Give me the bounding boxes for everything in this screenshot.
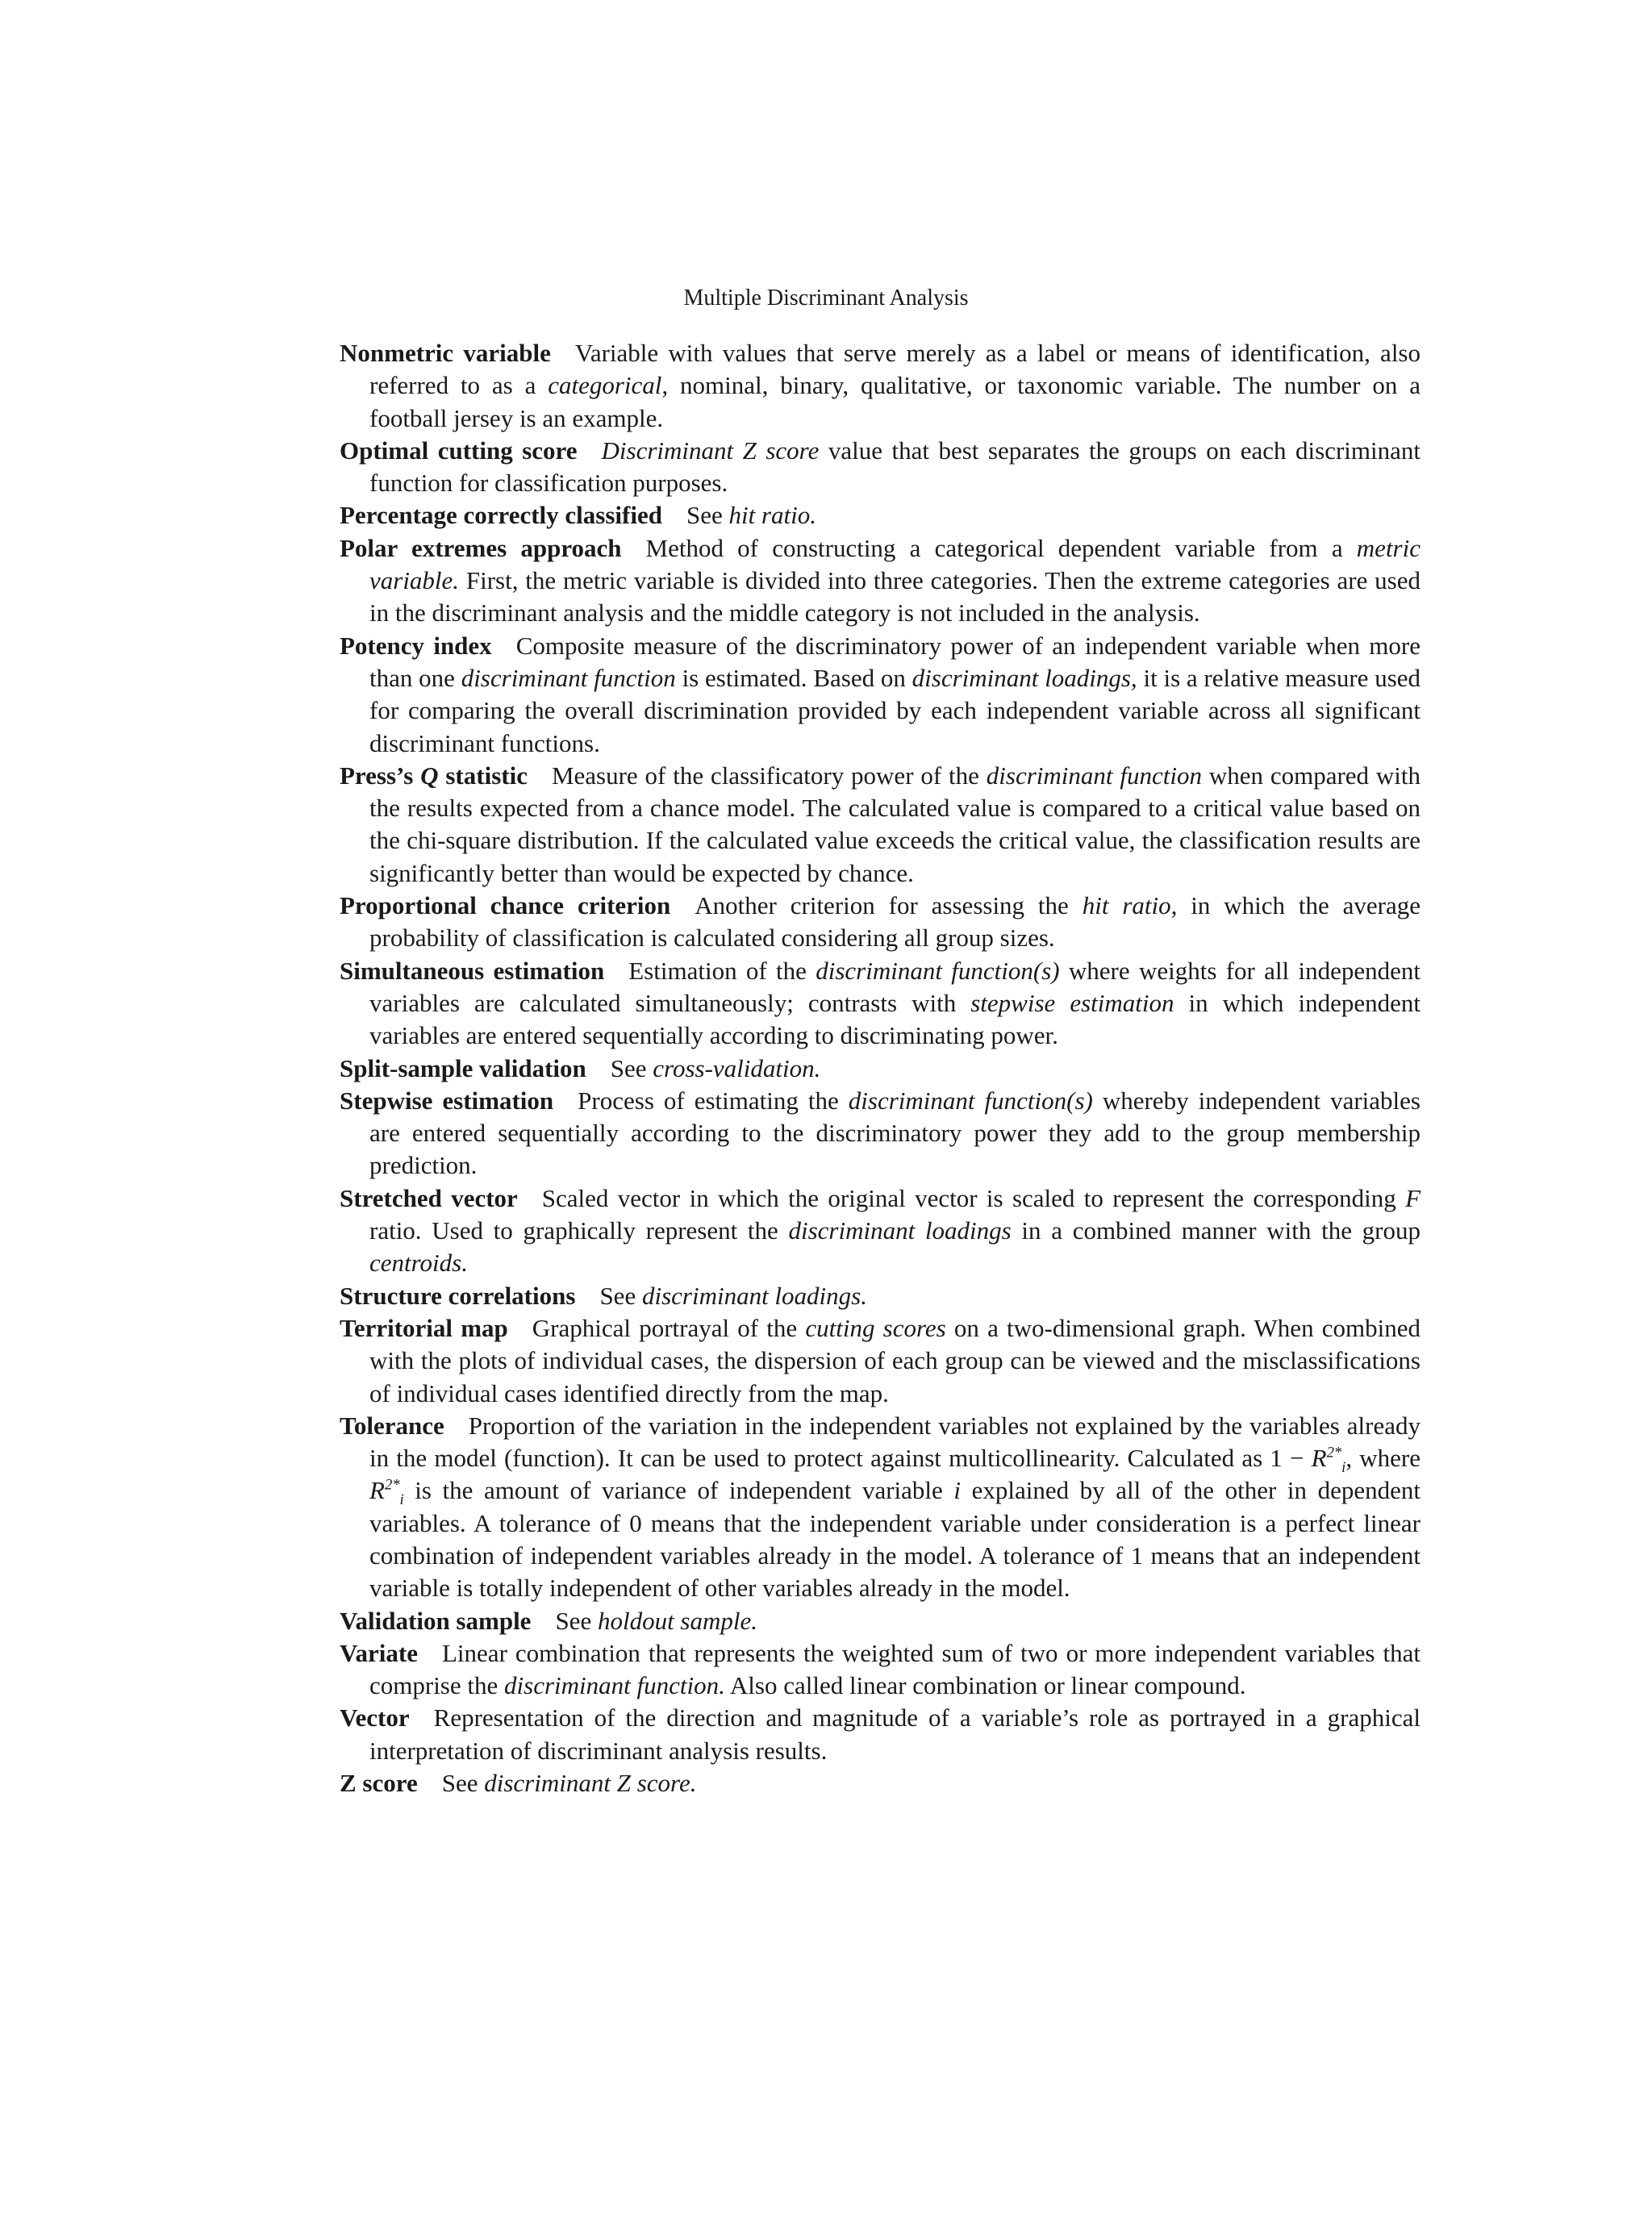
cross-reference: cutting scores <box>805 1313 946 1342</box>
glossary-entry-z-score <box>340 1767 1420 1799</box>
glossary-entry-validation-sample <box>340 1605 1420 1637</box>
glossary-entry-nonmetric-variable <box>340 337 1420 435</box>
definition-text: it is a relative measure used for comparing the overall discrimination provided by each independent variable across all significant discriminant functions. <box>369 663 1421 757</box>
glossary-entry-press-q-statistic <box>340 760 1420 890</box>
glossary-term: Nonmetric variable <box>340 339 551 367</box>
glossary-entry-structure-correlations <box>340 1280 1420 1312</box>
glossary-term: Press’s Q statistic <box>340 761 528 790</box>
cross-reference: stepwise estimation <box>970 988 1174 1017</box>
cross-reference: discriminant function. <box>504 1671 725 1700</box>
glossary-entry-stretched-vector <box>340 1182 1420 1280</box>
definition-text: Estimation of the <box>628 956 816 985</box>
cross-reference: discriminant loadings, <box>912 663 1137 692</box>
definition-text: value that best separates the groups on each discriminant function for classification purposes. <box>369 436 1420 498</box>
definition-text: See <box>610 1053 653 1082</box>
glossary-entry-split-sample-validation <box>340 1053 1420 1085</box>
glossary-entry-simultaneous-estimation <box>340 955 1420 1053</box>
definition-text: Graphical portrayal of the <box>532 1313 806 1342</box>
glossary-term: Proportional chance criterion <box>340 891 671 920</box>
running-head: Multiple Discriminant Analysis <box>683 286 969 311</box>
glossary-term: Stretched vector <box>340 1183 518 1212</box>
definition-text: Also called linear combination or linear compound. <box>724 1671 1246 1700</box>
cross-reference: categorical, <box>548 371 669 400</box>
cross-reference: discriminant Z score. <box>484 1769 697 1798</box>
cross-reference: metric variable. <box>369 533 1420 595</box>
cross-reference: discriminant loadings. <box>641 1281 867 1310</box>
definition-text: on a two-dimensional graph. When combined with the plots of individual cases, the dispersion of each group can be viewed and the misclassifications of individual cases identified directly from the map. <box>369 1313 1421 1407</box>
formula-r-squared: $R^{2*}_i$ <box>369 1476 404 1509</box>
glossary-term: Variate <box>340 1638 418 1667</box>
glossary-term: Structure correlations <box>340 1281 576 1310</box>
glossary-term: Tolerance <box>340 1411 444 1440</box>
cross-reference: discriminant function(s) <box>848 1086 1093 1115</box>
definition-text: explained by all of the other in dependent variables. A tolerance of 0 means that the independent variable under consideration is a perfect linear combination of independent variables already in the model. A tolerance of 1 means that an independent variable is totally independent of other variables already in the model. <box>369 1476 1420 1603</box>
glossary-entry-proportional-chance-criterion <box>340 890 1420 955</box>
glossary-term: Polar extremes approach <box>340 533 622 562</box>
definition-text: Composite measure of the discriminatory power of an independent variable when more than one <box>369 631 1420 692</box>
glossary-term: Vector <box>340 1703 410 1733</box>
cross-reference: centroids. <box>369 1249 468 1278</box>
cross-reference: hit ratio. <box>728 501 816 530</box>
glossary-term: Validation sample <box>340 1606 532 1635</box>
definition-text: See <box>599 1281 642 1310</box>
definition-text: First, the metric variable is divided into three categories. Then the extreme categories are used in the discriminant analysis and the middle category is not included in the analysis. <box>369 566 1420 628</box>
glossary-term: Split-sample validation <box>340 1053 586 1082</box>
definition-text: Measure of the classificatory power of the <box>551 761 987 790</box>
glossary-entry-optimal-cutting-score <box>340 435 1420 500</box>
glossary-entry-tolerance <box>340 1410 1420 1605</box>
definition-text: when compared with the results expected from a chance model. The calculated value is compared to a critical value based on the chi-square distribution. If the calculated value exceeds the critical value, the classification results are significantly better than would be expected by chance. <box>369 761 1420 887</box>
formula-r-squared: $R^{2*}_i$ <box>1311 1444 1346 1477</box>
definition-text: nominal, binary, qualitative, or taxonomic variable. The number on a football jersey is an example. <box>369 371 1420 432</box>
glossary-term: Percentage correctly classified <box>340 501 662 530</box>
definition-text: Linear combination that represents the weighted sum of two or more independent variables that comprise the <box>369 1638 1420 1700</box>
cross-reference: discriminant function <box>986 761 1202 790</box>
glossary-entry-polar-extremes-approach <box>340 532 1420 630</box>
glossary-entry-potency-index <box>340 630 1420 760</box>
definition-text: ratio. Used to graphically represent the <box>369 1216 789 1245</box>
glossary-entry-percentage-correctly-classified <box>340 499 1420 532</box>
cross-reference: cross-validation. <box>653 1053 821 1082</box>
definition-text: whereby independent variables are entered sequentially according to the discriminatory power they add to the group membership prediction. <box>369 1086 1420 1180</box>
glossary-term: Simultaneous estimation <box>340 956 605 985</box>
glossary-entry-territorial-map <box>340 1312 1420 1410</box>
glossary-list <box>340 337 1420 1799</box>
cross-reference: Discriminant Z score <box>601 436 820 465</box>
glossary-term: Territorial map <box>340 1313 508 1342</box>
definition-text: in which independent variables are entered sequentially according to discriminating power. <box>369 988 1420 1050</box>
definition-text: See <box>686 501 729 530</box>
definition-text: is estimated. Based on <box>675 663 912 692</box>
cross-reference: discriminant function(s) <box>816 956 1060 985</box>
variable-i: i <box>953 1476 961 1505</box>
glossary-term: Optimal cutting score <box>340 436 578 465</box>
definition-text: is the amount of variance of independent variable <box>403 1476 954 1505</box>
definition-text: in which the average probability of classification is calculated considering all group sizes. <box>369 891 1421 953</box>
cross-reference: discriminant loadings <box>788 1216 1012 1245</box>
glossary-term: Stepwise estimation <box>340 1086 554 1115</box>
cross-reference: hit ratio, <box>1082 891 1178 920</box>
definition-text: Proportion of the variation in the independent variables not explained by the variables already in the model (function). It can be used to protect against multicollinearity. Calculated as 1 − <box>369 1411 1420 1473</box>
cross-reference: holdout sample. <box>597 1606 758 1635</box>
glossary-term: Potency index <box>340 631 492 660</box>
definition-text: See <box>441 1769 485 1798</box>
cross-reference: F <box>1405 1183 1420 1212</box>
definition-text: Representation of the direction and magnitude of a variable’s role as portrayed in a graphical interpretation of discriminant analysis results. <box>369 1703 1420 1765</box>
definition-text: Method of constructing a categorical dependent variable from a <box>645 533 1357 562</box>
definition-text: Variable with values that serve merely as a label or means of identification, also referred to as a <box>369 339 1420 400</box>
glossary-entry-vector <box>340 1702 1420 1767</box>
definition-text: , where <box>1345 1444 1420 1473</box>
definition-text: Another criterion for assessing the <box>695 891 1083 920</box>
definition-text: See <box>555 1606 598 1635</box>
glossary-entry-stepwise-estimation <box>340 1085 1420 1182</box>
glossary-term: Z score <box>340 1769 418 1798</box>
definition-text: Process of estimating the <box>578 1086 849 1115</box>
definition-text: in a combined manner with the group <box>1011 1216 1420 1245</box>
definition-text: where weights for all independent variables are calculated simultaneously; contrasts with <box>369 956 1420 1017</box>
glossary-entry-variate <box>340 1637 1420 1703</box>
cross-reference: discriminant function <box>461 663 676 692</box>
definition-text: Scaled vector in which the original vector is scaled to represent the corresponding <box>541 1183 1406 1212</box>
